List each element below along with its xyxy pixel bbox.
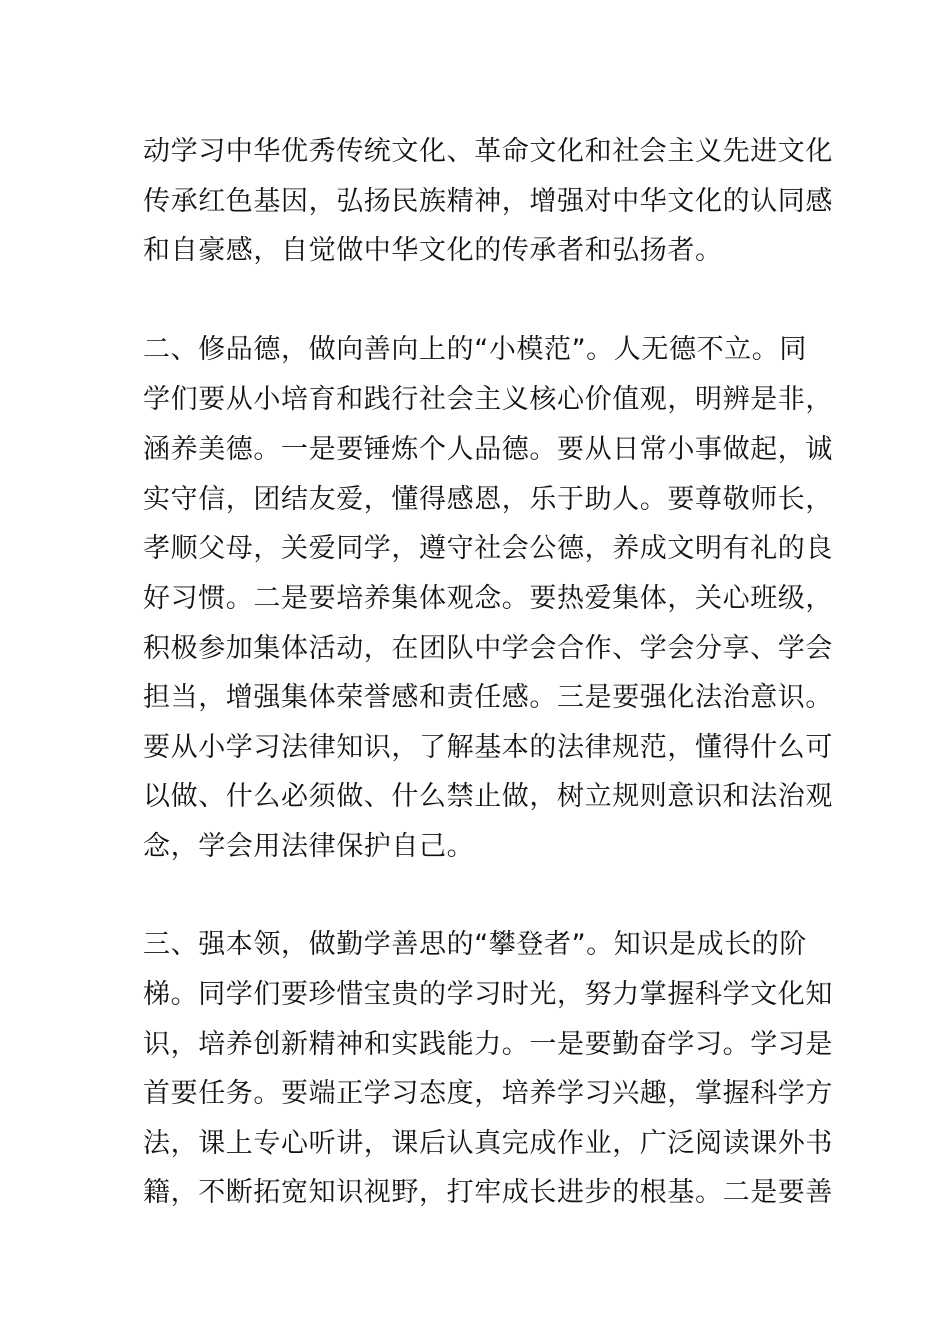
paragraph-heading-line: 二、修品德，做向善向上的“小模范”。人无德不立。同 [143,334,807,365]
text-line: 积极参加集体活动，在团队中学会合作、学会分享、学会 [143,633,833,664]
text-line: 法，课上专心听讲，课后认真完成作业，广泛阅读课外书 [143,1128,833,1159]
text-line: 籍，不断拓宽知识视野，打牢成长进步的根基。二是要善 [143,1177,833,1208]
text-line: 实守信，团结友爱，懂得感恩，乐于助人。要尊敬师长， [143,484,833,515]
text-line: 以做、什么必须做、什么禁止做，树立规则意识和法治观 [143,781,833,812]
text-line: 传承红色基因，弘扬民族精神，增强对中华文化的认同感 [143,186,833,217]
text-line: 动学习中华优秀传统文化、革命文化和社会主义先进文化 [143,136,833,167]
text-line: 首要任务。要端正学习态度，培养学习兴趣，掌握科学方 [143,1078,833,1109]
text-line: 念，学会用法律保护自己。 [143,831,475,862]
text-line: 学们要从小培育和践行社会主义核心价值观，明辨是非， [143,384,833,415]
paragraph-heading-line: 三、强本领，做勤学善思的“攀登者”。知识是成长的阶 [143,929,807,960]
text-line: 孝顺父母，关爱同学，遵守社会公德，养成文明有礼的良 [143,533,833,564]
text-line: 要从小学习法律知识，了解基本的法律规范，懂得什么可 [143,732,833,763]
text-line: 识，培养创新精神和实践能力。一是要勤奋学习。学习是 [143,1029,833,1060]
text-line: 担当，增强集体荣誉感和责任感。三是要强化法治意识。 [143,682,833,713]
text-line: 涵养美德。一是要锤炼个人品德。要从日常小事做起，诚 [143,434,833,465]
text-line: 好习惯。二是要培养集体观念。要热爱集体，关心班级， [143,583,833,614]
text-line: 和自豪感，自觉做中华文化的传承者和弘扬者。 [143,235,723,266]
text-line: 梯。同学们要珍惜宝贵的学习时光，努力掌握科学文化知 [143,979,833,1010]
